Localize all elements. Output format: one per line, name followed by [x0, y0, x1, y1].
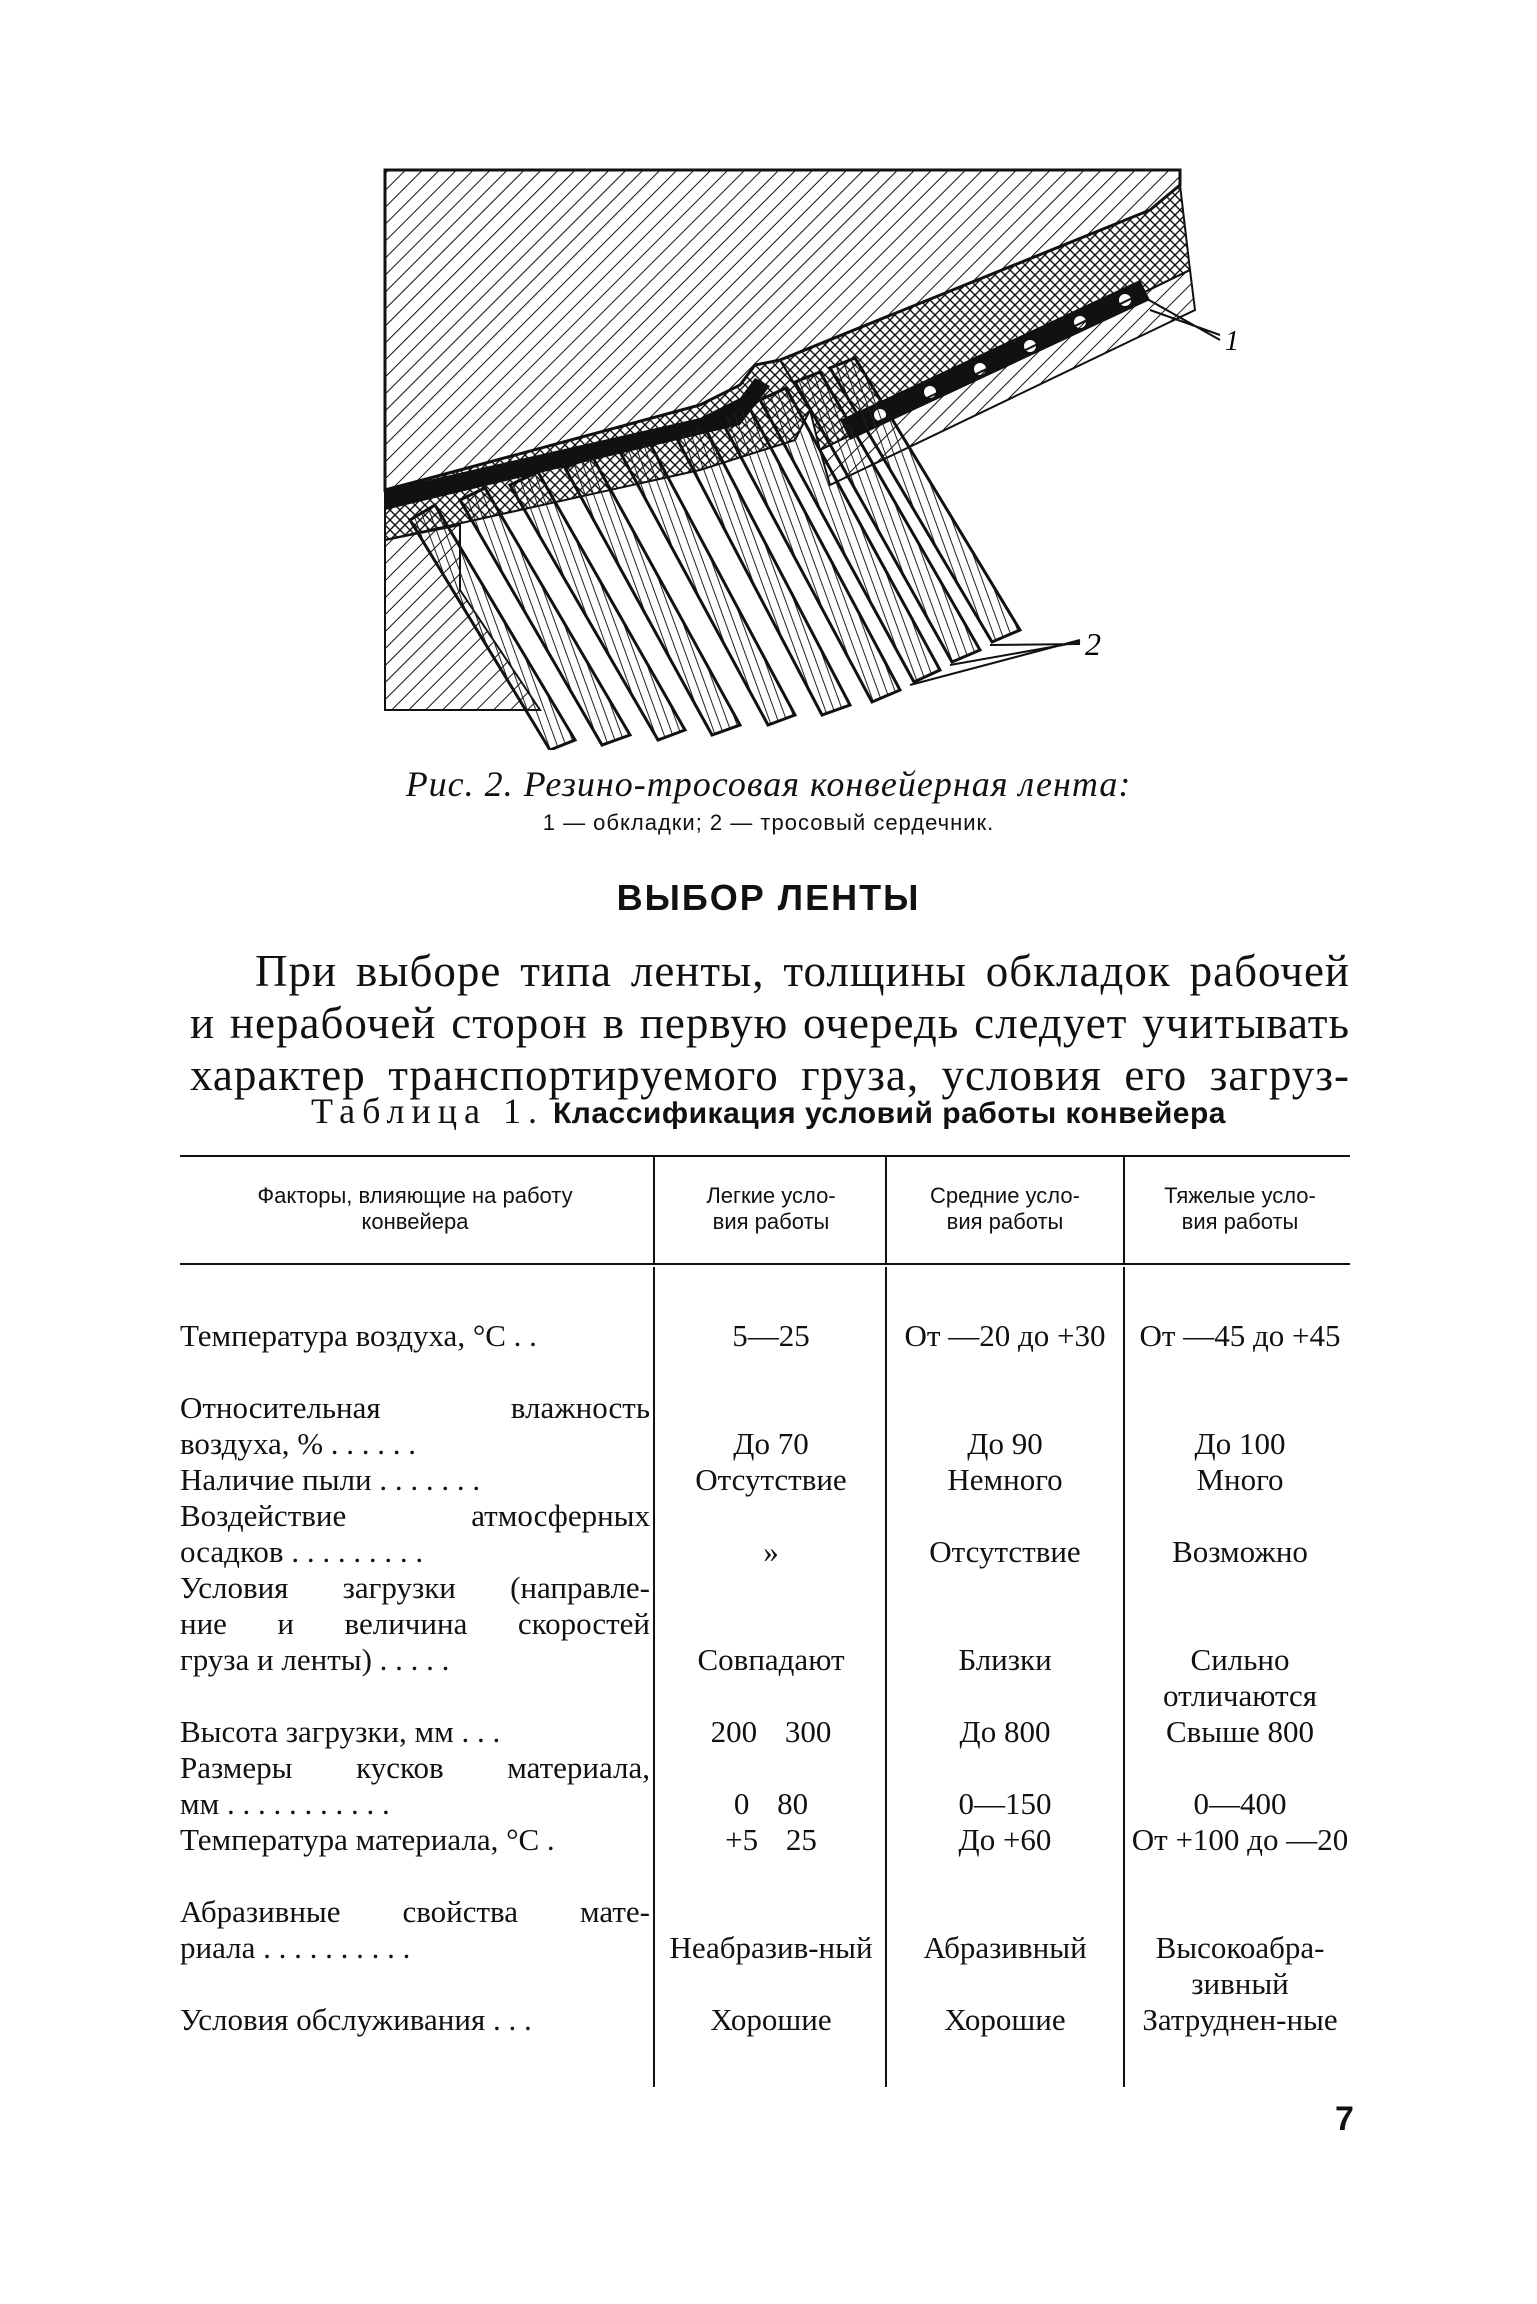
table-row-factor: Температура материала, °С . [180, 1822, 555, 1857]
table-cell-heavy: Много [1196, 1462, 1284, 1497]
table-cell-light: 200 300 [710, 1714, 832, 1749]
table-cell-heavy: Свыше 800 [1165, 1714, 1315, 1749]
table-caption: Классификация условий работы конвейера [553, 1097, 1226, 1130]
section-title: ВЫБОР ЛЕНТЫ [616, 877, 921, 918]
table-row-factor: Наличие пыли . . . . . . . [180, 1462, 481, 1497]
table-cell-light: » [763, 1534, 779, 1569]
belt-cross-section-figure [340, 150, 1240, 750]
table-cell-medium: Немного [947, 1462, 1063, 1497]
table-row-factor: Условия загрузки (направле- ние и величина скоростей груза и ленты) . . . . . [180, 1570, 650, 1677]
para-line-3: характер транспортируемого груза, условия его загруз- [190, 1050, 1350, 1100]
table-header-rule [180, 1263, 1350, 1265]
conditions-table [180, 1155, 1350, 2090]
table-cell-light: +5 25 [725, 1822, 817, 1857]
table-cell-heavy: Возможно [1172, 1534, 1308, 1569]
table-cell-medium: От —20 до +30 [904, 1318, 1106, 1353]
col-divider-2-head [885, 1155, 887, 1263]
label-1: 1 [1225, 326, 1239, 357]
para-line-1: При выборе типа ленты, толщины обкладок рабочей [255, 946, 1350, 996]
table-cell-heavy: Высокоабра-зивный [1155, 1930, 1325, 2001]
table-cell-light: Хорошие [710, 2002, 832, 2037]
col-divider-2 [885, 1267, 887, 2087]
table-cell-light: До 70 [733, 1426, 809, 1461]
page-number: 7 [1335, 2100, 1354, 2138]
col-divider-3-head [1123, 1155, 1125, 1263]
table-cell-heavy: 0—400 [1193, 1786, 1287, 1821]
header-factors: Факторы, влияющие на работу конвейера [257, 1183, 573, 1234]
header-medium: Средние усло- вия работы [930, 1183, 1080, 1234]
table-cell-medium: Абразивный [923, 1930, 1087, 1965]
table-cell-medium: Хорошие [944, 2002, 1066, 2037]
table-title [0, 1090, 1537, 1132]
table-cell-medium: Отсутствие [929, 1534, 1081, 1569]
table-label: Таблица 1. [311, 1091, 544, 1131]
table-cell-light: 5—25 [732, 1318, 810, 1353]
table-row-factor: Высота загрузки, мм . . . [180, 1714, 501, 1749]
table-row-factor: Воздействие атмосферных осадков . . . . . . . . . [180, 1498, 650, 1569]
figure-caption: Рис. 2. Резино-тросовая конвейерная лента: [405, 764, 1132, 804]
label-2: 2 [1085, 626, 1101, 662]
table-cell-medium: До 800 [959, 1714, 1051, 1749]
table-row-factor: Температура воздуха, °С . . [180, 1318, 537, 1353]
col-divider-1 [653, 1267, 655, 2087]
table-row-factor: Абразивные свойства мате- риала . . . . . . . . . . [180, 1894, 650, 1965]
table-cell-medium: 0—150 [958, 1786, 1052, 1821]
col-divider-3 [1123, 1267, 1125, 2087]
table-cell-light: Совпадают [697, 1642, 845, 1677]
table-cell-medium: Близки [958, 1642, 1052, 1677]
table-cell-medium: До +60 [958, 1822, 1052, 1857]
table-cell-heavy: Сильно отличаются [1163, 1642, 1317, 1713]
body-paragraph [190, 945, 1350, 1101]
table-row-factor: Размеры кусков материала, мм . . . . . . . . . . . [180, 1750, 650, 1821]
table-top-rule [180, 1155, 1350, 1157]
table-row-factor: Относительная влажность воздуха, % . . . . . . [180, 1390, 650, 1461]
table-cell-light: Неабразив-ный [669, 1930, 873, 1965]
figure-legend: 1 — обкладки; 2 — тросовый сердечник. [542, 810, 995, 835]
table-cell-medium: До 90 [967, 1426, 1043, 1461]
table-row-factor: Условия обслуживания . . . [180, 2002, 532, 2037]
table-cell-heavy: От +100 до —20 [1131, 1822, 1349, 1857]
col-divider-1-head [653, 1155, 655, 1263]
header-heavy: Тяжелые усло- вия работы [1164, 1183, 1316, 1234]
table-cell-light: 0 80 [733, 1786, 809, 1821]
table-cell-heavy: Затруднен-ные [1142, 2002, 1338, 2037]
table-cell-heavy: От —45 до +45 [1139, 1318, 1341, 1353]
header-light: Легкие усло- вия работы [706, 1183, 836, 1234]
para-line-2: и нерабочей сторон в первую очередь следует учитывать [190, 998, 1350, 1048]
table-cell-heavy: До 100 [1194, 1426, 1286, 1461]
table-cell-light: Отсутствие [695, 1462, 847, 1497]
